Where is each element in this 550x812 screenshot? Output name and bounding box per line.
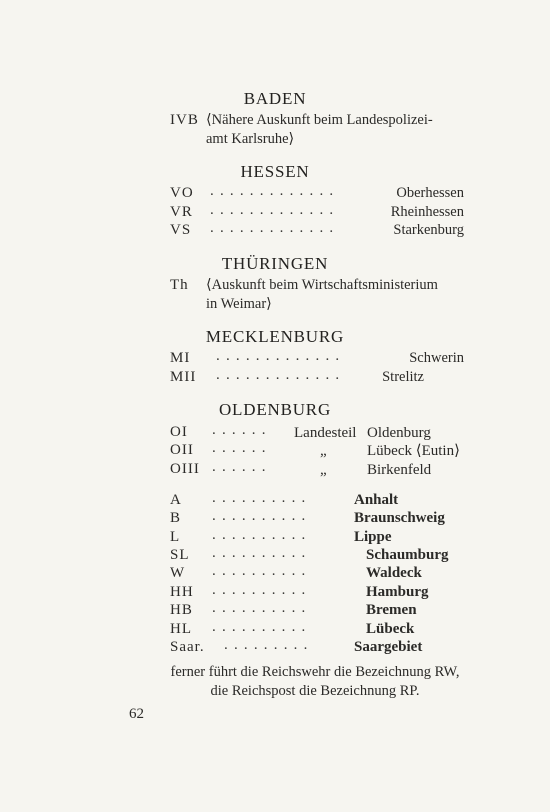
code-w: W (170, 565, 186, 581)
code-vr: VR (170, 204, 193, 220)
leader-dots: ............. (210, 183, 340, 199)
leader-dots: .......... (212, 545, 312, 561)
footer-line1: ferner führt die Reichswehr die Bezeichnung RW, (170, 664, 460, 680)
code-ivb: IVB (170, 112, 199, 128)
ditto-mark: „ (320, 462, 327, 478)
ditto-mark: „ (320, 443, 327, 459)
leader-dots: .......... (212, 563, 312, 579)
state-luebeck: Lübeck (366, 621, 415, 637)
leader-dots: ......... (224, 637, 314, 653)
state-schaumburg: Schaumburg (366, 547, 449, 563)
heading-oldenburg: OLDENBURG (218, 400, 332, 419)
region-starkenburg: Starkenburg (393, 222, 464, 238)
state-lippe: Lippe (354, 529, 392, 545)
code-oii: OII (170, 442, 194, 458)
code-mii: MII (170, 369, 197, 385)
code-saar: Saar. (170, 639, 205, 655)
state-braunschweig: Braunschweig (354, 510, 445, 526)
leader-dots: ............. (216, 367, 346, 383)
code-l: L (170, 529, 181, 545)
code-th: Th (170, 277, 189, 293)
note-thueringen-line1: ⟨Auskunft beim Wirtschaftsministerium (206, 277, 438, 293)
code-vs: VS (170, 222, 192, 238)
heading-hessen: HESSEN (240, 162, 310, 181)
code-oiii: OIII (170, 461, 200, 477)
prefix-landesteil: Landesteil (294, 425, 357, 441)
code-oi: OI (170, 424, 188, 440)
region-rheinhessen: Rheinhessen (390, 204, 464, 220)
leader-dots: ...... (212, 440, 272, 456)
leader-dots: .......... (212, 619, 312, 635)
note-thueringen-line2: in Weimar⟩ (206, 296, 272, 312)
leader-dots: .......... (212, 582, 312, 598)
heading-baden: BADEN (243, 89, 307, 108)
region-oberhessen: Oberhessen (396, 185, 464, 201)
note-baden-line2: amt Karlsruhe⟩ (206, 131, 295, 147)
code-hh: HH (170, 584, 194, 600)
leader-dots: .......... (212, 600, 312, 616)
code-b: B (170, 510, 182, 526)
leader-dots: .......... (212, 508, 312, 524)
heading-thueringen: THÜRINGEN (221, 254, 329, 273)
page-number: 62 (129, 706, 144, 722)
state-anhalt: Anhalt (354, 492, 399, 508)
note-baden-line1: ⟨Nähere Auskunft beim Landespolizei- (206, 112, 433, 128)
region-oldenburg: Oldenburg (367, 425, 431, 441)
code-hl: HL (170, 621, 192, 637)
leader-dots: ............. (216, 348, 346, 364)
leader-dots: ............. (210, 220, 340, 236)
leader-dots: ............. (210, 202, 340, 218)
code-a: A (170, 492, 182, 508)
region-strelitz: Strelitz (382, 369, 424, 385)
state-saargebiet: Saargebiet (354, 639, 423, 655)
region-schwerin: Schwerin (409, 350, 464, 366)
code-mi: MI (170, 350, 191, 366)
leader-dots: ...... (212, 422, 272, 438)
footer-line2: die Reichspost die Bezeichnung RP. (210, 683, 420, 699)
leader-dots: .......... (212, 527, 312, 543)
region-birkenfeld: Birkenfeld (367, 462, 432, 478)
code-sl: SL (170, 547, 190, 563)
state-waldeck: Waldeck (366, 565, 422, 581)
leader-dots: ...... (212, 459, 272, 475)
state-bremen: Bremen (366, 602, 417, 618)
code-hb: HB (170, 602, 193, 618)
state-hamburg: Hamburg (366, 584, 429, 600)
code-vo: VO (170, 185, 194, 201)
heading-mecklenburg: MECKLENBURG (205, 327, 345, 346)
leader-dots: .......... (212, 490, 312, 506)
region-luebeck-eutin: Lübeck ⟨Eutin⟩ (367, 443, 460, 459)
